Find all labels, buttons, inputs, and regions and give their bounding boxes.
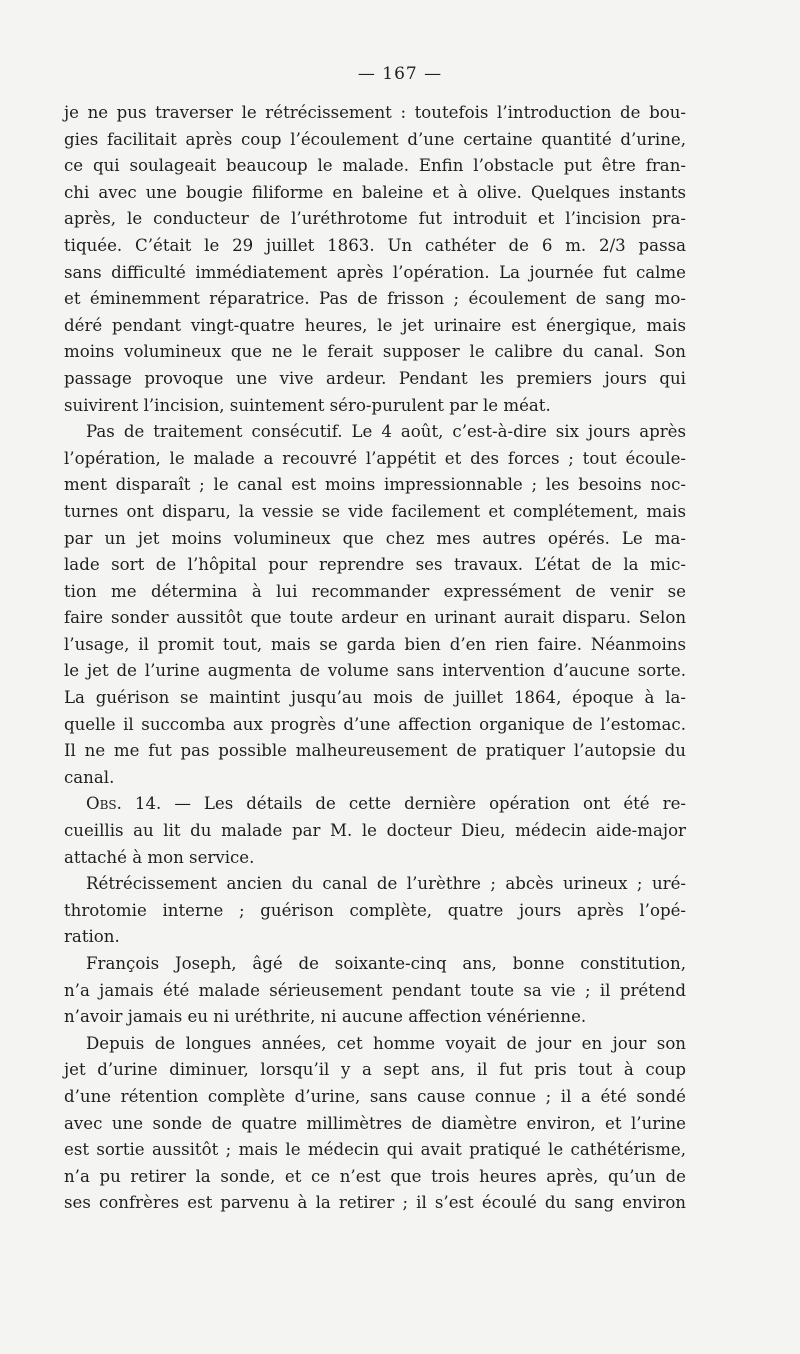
text-line: je ne pus traverser le rétrécissement : toutefois l’introduction de bou-	[64, 103, 686, 122]
text-line: ses confrères est parvenu à la retirer ; il s’est écoulé du sang environ	[64, 1193, 686, 1213]
text-line: lade sort de l’hôpital pour reprendre ses travaux. L’état de la mic-	[64, 555, 686, 575]
text-line: tion me détermina à lui recommander expressément de venir se	[64, 581, 686, 601]
text-line: gies facilitait après coup l’écoulement d’une certaine quantité d’urine,	[64, 129, 686, 149]
text-line: moins volumineux que ne le ferait supposer le calibre du canal. Son	[64, 342, 686, 362]
text-line: turnes ont disparu, la vessie se vide facilement et complétement, mais	[64, 501, 686, 521]
text-line: jet d’urine diminuer, lorsqu’il y a sept ans, il fut pris tout à coup	[64, 1060, 686, 1080]
text-line: attaché à mon service.	[64, 847, 255, 867]
text-line: ce qui soulageait beaucoup le malade. Enfin l’obstacle put être fran-	[64, 156, 686, 176]
text-line: d’une rétention complète d’urine, sans cause connue ; il a été sondé	[64, 1086, 686, 1106]
text-line: cueillis au lit du malade par M. le docteur Dieu, médecin aide-major	[64, 821, 686, 841]
text-line: et éminemment réparatrice. Pas de frisson ; écoulement de sang mo-	[64, 289, 686, 309]
text-line: throtomie interne ; guérison complète, quatre jours après l’opé-	[64, 900, 686, 920]
text-line: l’opération, le malade a recouvré l’appétit et des forces ; tout écoule-	[64, 448, 686, 468]
text-line: chi avec une bougie filiforme en baleine et à olive. Quelques instants	[64, 182, 686, 202]
text-line: n’avoir jamais eu ni uréthrite, ni aucune affection vénérienne.	[64, 1007, 587, 1027]
text-line: François Joseph, âgé de soixante-cinq ans, bonne constitution,	[86, 954, 686, 973]
text-line: ment disparaît ; le canal est moins impressionnable ; les besoins noc-	[64, 475, 686, 495]
text-line: par un jet moins volumineux que chez mes autres opérés. Le ma-	[64, 528, 686, 548]
text-line: La guérison se maintint jusqu’au mois de juillet 1864, époque à la-	[64, 688, 686, 708]
text-line: canal.	[64, 767, 115, 787]
text-line: Obs. 14. — Les détails de cette dernière opération ont été re-	[86, 794, 686, 814]
text-line: quelle il succomba aux progrès d’une affection organique de l’estomac.	[64, 714, 686, 734]
text-line: avec une sonde de quatre millimètres de diamètre environ, et l’urine	[64, 1113, 686, 1133]
text-line: passage provoque une vive ardeur. Pendant les premiers jours qui	[64, 368, 686, 388]
text-line: n’a pu retirer la sonde, et ce n’est que trois heures après, qu’un de	[64, 1166, 686, 1186]
text-line: le jet de l’urine augmenta de volume sans intervention d’aucune sorte.	[64, 661, 686, 681]
text-line: ration.	[64, 927, 120, 947]
text-line: Il ne me fut pas possible malheureusement de pratiquer l’autopsie du	[64, 741, 686, 761]
text-line: Depuis de longues années, cet homme voyait de jour en jour son	[86, 1033, 686, 1053]
text-line: Rétrécissement ancien du canal de l’urèthre ; abcès urineux ; uré-	[86, 874, 686, 894]
text-line: déré pendant vingt-quatre heures, le jet urinaire est énergique, mais	[64, 315, 686, 335]
text-line: l’usage, il promit tout, mais se garda bien d’en rien faire. Néanmoins	[64, 634, 686, 654]
text-line: après, le conducteur de l’uréthrotome fut introduit et l’incision pra-	[64, 209, 686, 229]
text-line: faire sonder aussitôt que toute ardeur en urinant aurait disparu. Selon	[64, 608, 686, 628]
text-line: n’a jamais été malade sérieusement pendant toute sa vie ; il prétend	[64, 980, 686, 1000]
text-line: tiquée. C’était le 29 juillet 1863. Un cathéter de 6 m. 2/3 passa	[64, 235, 686, 255]
text-line: Pas de traitement consécutif. Le 4 août, c’est-à-dire six jours après	[86, 422, 686, 442]
page-number: — 167 —	[357, 64, 443, 84]
text-line: sans difficulté immédiatement après l’opération. La journée fut calme	[64, 262, 686, 282]
body-text	[64, 100, 686, 1217]
text-line: suivirent l’incision, suintement séro-purulent par le méat.	[64, 395, 551, 415]
text-line: est sortie aussitôt ; mais le médecin qui avait pratiqué le cathétérisme,	[64, 1140, 686, 1160]
